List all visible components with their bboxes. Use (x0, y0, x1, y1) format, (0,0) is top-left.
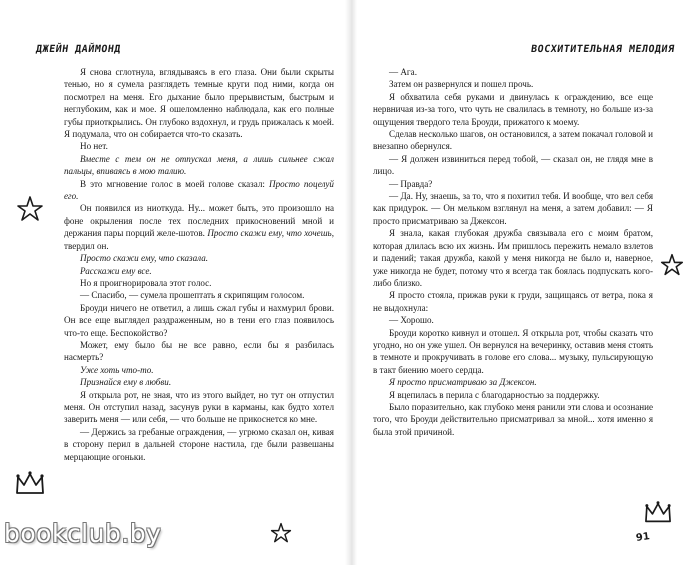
paragraph: — Спасибо, — сумела прошептать я скрипящим голосом. (80, 290, 305, 301)
right-page (357, 0, 700, 565)
paragraph: Сделав несколько шагов, он остановился, а затем покачал головой и внезапно обернулся. (373, 129, 653, 152)
paragraph-italic: Просто поцелуй его. (64, 178, 334, 202)
paragraph: Я просто стояла, прижав руки к груди, защищаясь от ветра, пока я не выдохнула: (373, 290, 653, 313)
paragraph: Было поразительно, как глубоко меня ранили эти слова и осознание того, что Броуди действительно присматривал за мной... хотя именно я была этой причиной. (373, 401, 653, 437)
paragraph: Я знала, какая глубокая дружба связывала его с моим братом, которая длилась всю их жизнь. Им пришлось пережить немало взлетов и падений; такая дружба, какой у меня никогда не было и, наверное, уже никогда не будет, потому что я всегда так боялась подпускать кого-либо близко. (373, 228, 653, 288)
paragraph: Я вцепилась в перила с благодарностью за поддержку. (389, 389, 600, 400)
paragraph: Уже хоть что-то. (80, 364, 154, 375)
left-body-text (64, 66, 334, 463)
paragraph: — Ага. (389, 67, 417, 77)
paragraph: — Правда? (389, 178, 433, 189)
paragraph: Броуди ничего не ответил, а лишь сжал губы и нахмурил брови. Он все еще выглядел раздраженным, но в тени его глаз появилось что-то еще. Беспокойство? (64, 302, 334, 338)
paragraph: Я обхватила себя руками и двинулась к ограждению, все еще нервничая из-за того, что чуть не свалилась в темноту, но больше из-за ощущения твердого тела Броуди, прижатого к моему. (373, 91, 653, 127)
paragraph-italic: Просто скажи ему, что хочешь (207, 228, 332, 239)
paragraph: Броуди коротко кивнул и отошел. Я открыла рот, чтобы сказать что угодно, но он уже ушел. Он вернулся на вечеринку, оставив меня стоять в темноте и прокручивать в голове его слова... музыку, пульсирующую в такт биению моего сердца. (373, 327, 653, 375)
paragraph: Расскажи ему все. (80, 265, 152, 276)
paragraph: Может, ему было бы не все равно, если бы я разбилась насмерть? (64, 339, 334, 363)
paragraph-text: В это мгновение голос в моей голове сказал: (80, 178, 265, 189)
star-doodle-icon (660, 253, 684, 277)
page-number: 91 (635, 531, 651, 544)
paragraph: — Держись за гребаные ограждения, — угрюмо сказал он, кивая в сторону перил в дальней стороне настила, где были развешаны мерцающие огоньки. (64, 426, 334, 462)
crown-doodle-icon (14, 470, 46, 498)
paragraph: Вместе с тем он не отпускал меня, а лишь сильнее сжал пальцы, впиваясь в мою талию. (64, 153, 334, 177)
right-running-head: ВОСХИТИТЕЛЬНАЯ МЕЛОДИЯ (529, 44, 675, 55)
paragraph-text: Он появился из ниоткуда. Ну... может быть, это произошло на фоне окрыления после тех последних прикосновений мной и держания пары порций желе-шотов. (64, 203, 334, 239)
paragraph: — Я должен извиниться перед тобой, — сказал он, не глядя мне в лицо. (373, 153, 653, 177)
paragraph: Признайся ему в любви. (80, 377, 172, 388)
right-body-text (373, 66, 653, 438)
paragraph: Просто скажи ему, что сказала. (80, 253, 209, 264)
paragraph-tail: , твердил он. (64, 228, 334, 251)
paragraph: — Да. Ну, знаешь, за то, что я похитил тебя. И вообще, что вел себя как придурок. — Он мельком взглянул на меня, а затем добавил: — Я просто присматриваю за Джексон. (373, 191, 653, 226)
paragraph: Я просто присматриваю за Джексон. (389, 377, 537, 388)
book-gutter (345, 0, 357, 565)
watermark-logo: bookclub.by (4, 519, 162, 548)
paragraph: — Хорошо. (389, 315, 434, 326)
crown-doodle-icon (643, 500, 673, 526)
paragraph: Но нет. (80, 141, 108, 152)
left-page (0, 0, 345, 565)
paragraph (64, 202, 334, 252)
paragraph: Я открыла рот, не зная, что из этого выйдет, но тут он отпустил меня. Он отступил назад, засунув руки в карманы, как будто хотел заверить меня — или себя, — что больше не прикоснется ко мне. (64, 389, 334, 425)
left-running-head: ДЖЕЙН ДАЙМОНД (35, 44, 122, 55)
paragraph: Я снова сглотнула, вглядываясь в его глаза. Они были скрыты тенью, но я сумела разглядеть темные круги под ними, когда он посмотрел на меня. Его дыхание было прерывистым, быстрым и неглубоким, как и мое. Я ошеломленно наблюдала, как его полные губы приоткрылись. Он глубоко вздохнул, и грудь прижалась к моей. Я подумала, что он собирается что-то сказать. (64, 67, 334, 140)
star-doodle-icon (270, 522, 292, 544)
star-doodle-icon (16, 195, 44, 223)
paragraph: Затем он развернулся и пошел прочь. (389, 79, 534, 90)
paragraph: Но я проигнорировала этот голос. (80, 277, 212, 288)
paragraph (64, 178, 334, 203)
